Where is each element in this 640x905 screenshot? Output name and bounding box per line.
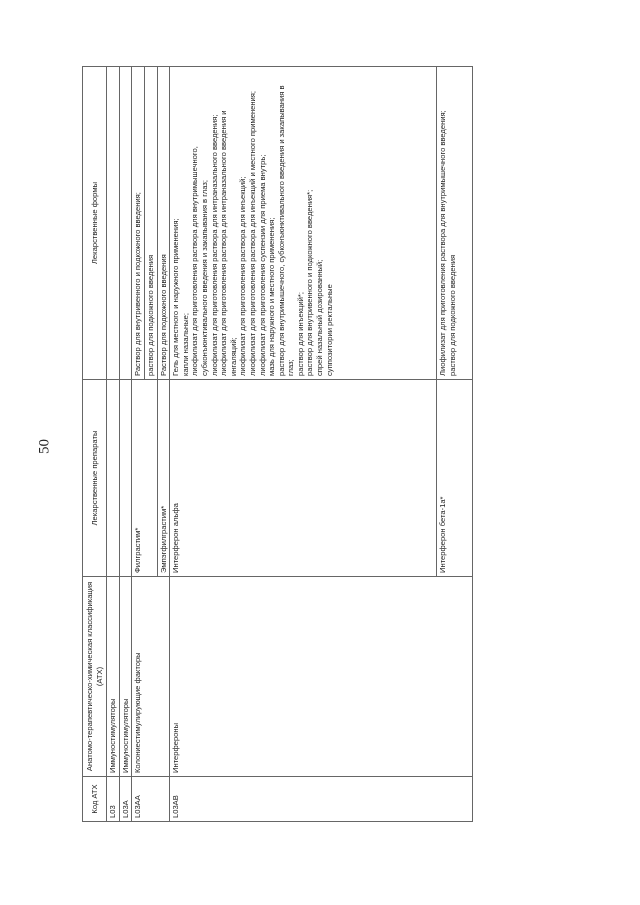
row-forms <box>107 67 120 380</box>
form-item: лиофилизат для приготовления раствора для интраназального введения и ингаляций; <box>219 110 238 376</box>
page-number: 50 <box>36 439 53 454</box>
form-item: спрей назальный дозированный; <box>315 259 325 376</box>
form-item: Раствор для подкожного введения <box>158 254 168 376</box>
row-forms <box>119 67 132 380</box>
header-forms: Лекарственные формы <box>83 67 107 380</box>
form-item: лиофилизат для приготовления суспензии для приема внутрь; <box>257 154 267 376</box>
form-item: лиофилизат для приготовления раствора для инъекций; <box>238 176 248 376</box>
form-item: раствор для внутримышечного, субконъюнктивального введения и закапывания в глаз; <box>276 85 296 376</box>
form-item: Гель для местного и наружного применения; <box>171 218 181 376</box>
row-classification: Интерфероны <box>170 577 473 777</box>
row-classification: Иммуностимуляторы <box>107 577 120 777</box>
table-row <box>132 67 157 822</box>
drug-name: Эмпэгфилграстим* <box>157 380 170 577</box>
table-row <box>119 67 132 822</box>
row-preparations <box>107 380 120 577</box>
drug-forms <box>157 67 170 380</box>
form-item: капли назальные; <box>180 312 190 376</box>
form-item: лиофилизат для приготовления раствора для внутримышечного, субконъюнктивального введения и закапывания в глаз; <box>190 146 209 376</box>
row-code: L03A <box>119 777 132 822</box>
row-code: L03AA <box>132 777 170 822</box>
rotated-table-container <box>82 67 564 822</box>
header-preparations: Лекарственные препараты <box>83 380 107 577</box>
form-item: Раствор для внутривенного и подкожного введения; <box>133 192 143 376</box>
header-classification: Анатомо-терапевтическо-химическая классификация (АТХ) <box>83 577 107 777</box>
drug-name: Интерферон бета-1а* <box>437 380 473 577</box>
atc-table <box>82 66 473 822</box>
row-code: L03AB <box>170 777 473 822</box>
row-classification: Иммуностимуляторы <box>119 577 132 777</box>
drug-forms <box>170 67 437 380</box>
drug-name: Филграстим* <box>132 380 157 577</box>
table-row <box>170 67 437 822</box>
header-code: Код АТХ <box>83 777 107 822</box>
drug-forms <box>437 67 473 380</box>
drug-forms <box>132 67 157 380</box>
form-item: лиофилизат для приготовления раствора для интраназального введения; <box>209 114 219 376</box>
form-item: раствор для подкожного введения <box>144 67 157 379</box>
table-header-row <box>83 67 107 822</box>
form-item: раствор для подкожного введения <box>448 254 458 376</box>
form-item: Лиофилизат для приготовления раствора для внутримышечного введения; <box>438 110 448 376</box>
form-item: раствор для инъекций*; <box>295 292 305 376</box>
drug-name: Интерферон альфа <box>170 380 437 577</box>
row-code: L03 <box>107 777 120 822</box>
row-classification: Колониестимулирующие факторы <box>132 577 170 777</box>
form-item: раствор для внутривенного и подкожного введения*; <box>305 189 315 376</box>
row-preparations <box>119 380 132 577</box>
form-item: суппозитории ректальные <box>324 284 334 376</box>
form-item: лиофилизат для приготовления раствора для инъекций и местного применения; <box>247 90 257 376</box>
form-item: мазь для наружного и местного применения; <box>267 217 277 376</box>
table-row <box>107 67 120 822</box>
